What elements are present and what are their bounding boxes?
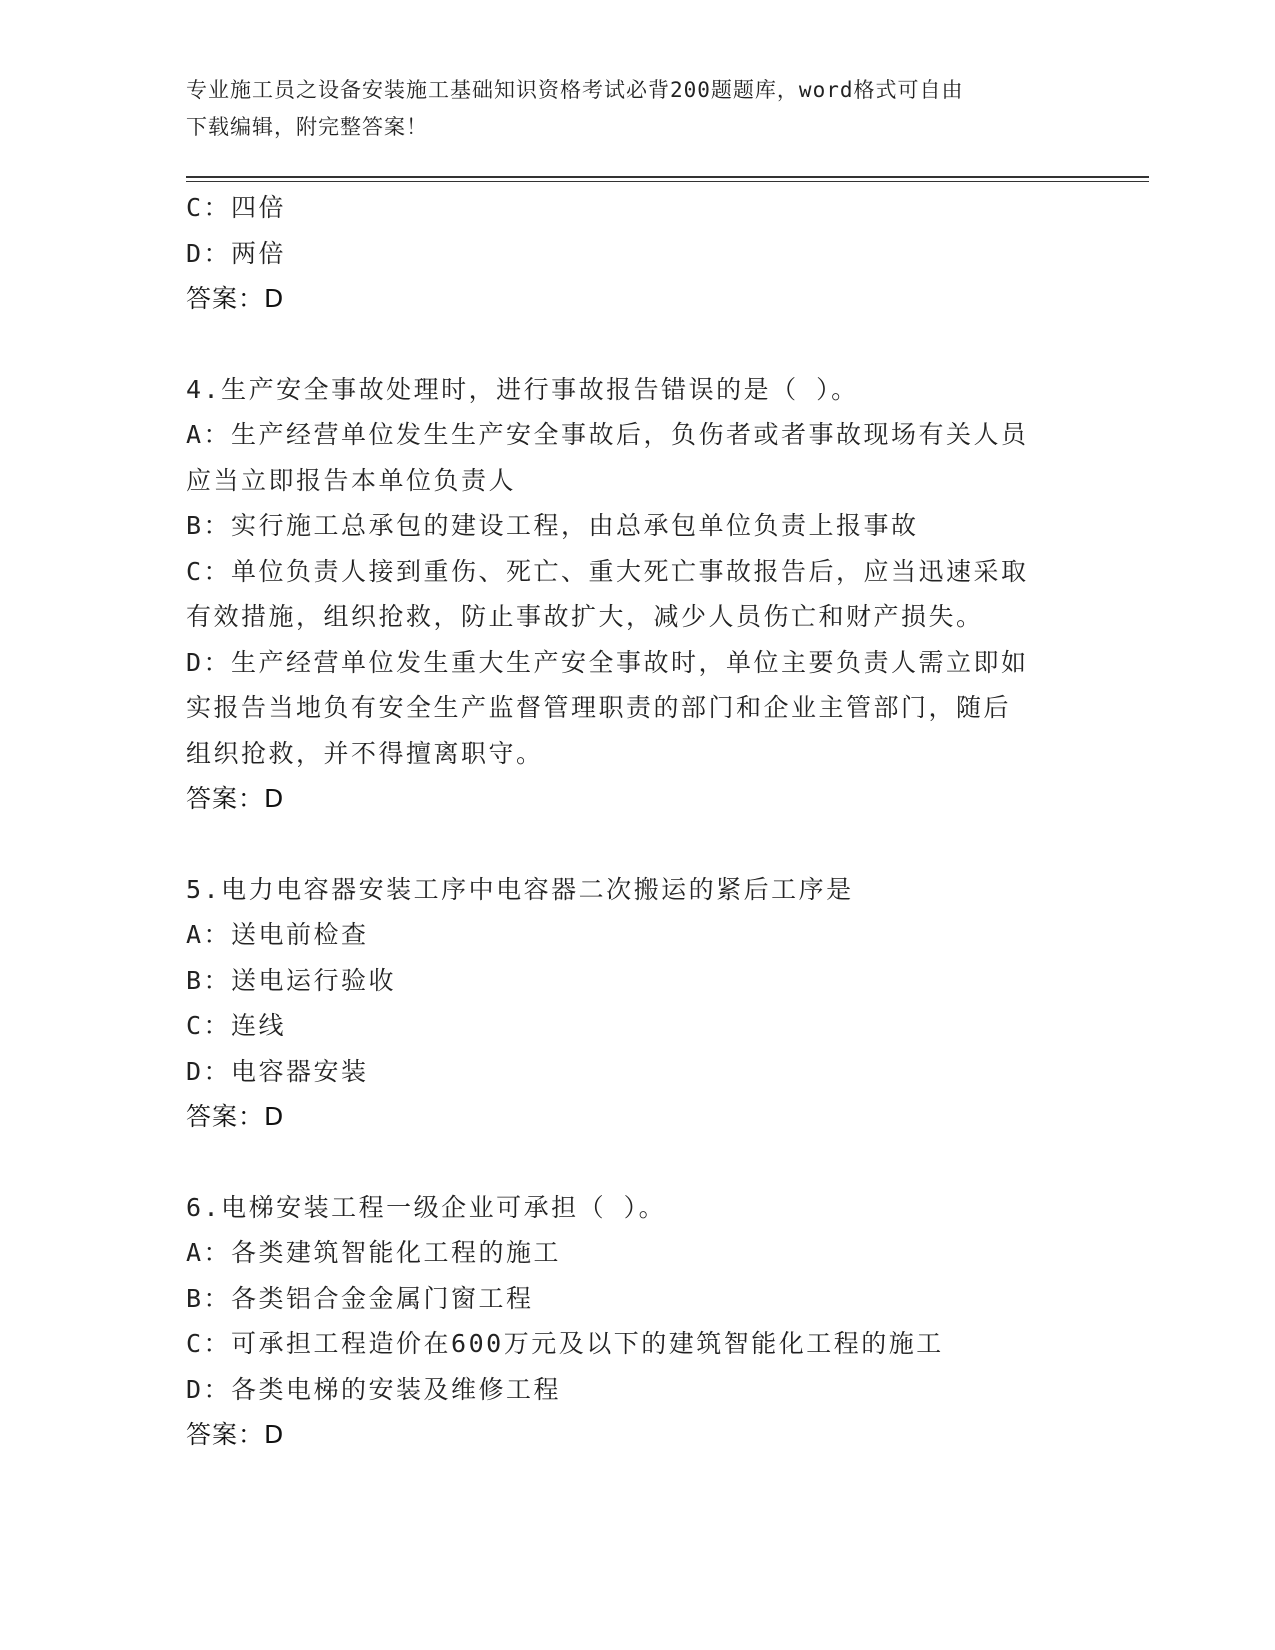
q4-option-c-line-2: 有效措施，组织抢救，防止事故扩大，减少人员伤亡和财产损失。 <box>186 602 984 631</box>
q5-option-d: D：电容器安装 <box>186 1056 369 1086</box>
q4-question: 4.生产安全事故处理时，进行事故报告错误的是（ ）。 <box>186 374 859 404</box>
q6-question: 6.电梯安装工程一级企业可承担（ ）。 <box>186 1192 667 1222</box>
q5-question: 5.电力电容器安装工序中电容器二次搬运的紧后工序是 <box>186 874 854 904</box>
q3-option-d: D：两倍 <box>186 238 287 268</box>
q5-answer: 答案：D <box>186 1102 285 1131</box>
q3-answer: 答案：D <box>186 284 285 313</box>
q5-option-b: B：送电运行验收 <box>186 965 397 995</box>
q6-option-a: A：各类建筑智能化工程的施工 <box>186 1238 562 1267</box>
question-6-block <box>186 1185 1086 1458</box>
document-body <box>186 185 1086 1458</box>
question-5-block <box>186 867 1086 1140</box>
q5-option-c: C：连线 <box>186 1011 287 1040</box>
q4-option-d-line-1: D：生产经营单位发生重大生产安全事故时，单位主要负责人需立即如 <box>186 647 1029 677</box>
header-divider-thick <box>186 176 1149 178</box>
q4-option-d-line-2: 实报告当地负有安全生产监督管理职责的部门和企业主管部门，随后 <box>186 693 1012 722</box>
spacer <box>186 1140 1086 1185</box>
q5-option-a: A：送电前检查 <box>186 920 369 949</box>
q6-option-d: D：各类电梯的安装及维修工程 <box>186 1374 562 1404</box>
header-divider-thin <box>186 181 1149 182</box>
q6-answer: 答案：D <box>186 1420 285 1449</box>
question-4-block <box>186 367 1086 822</box>
q4-option-a-line-1: A：生产经营单位发生生产安全事故后，负伤者或者事故现场有关人员 <box>186 420 1029 449</box>
question-3-block <box>186 185 1086 322</box>
header-title-line-2: 下载编辑，附完整答案！ <box>186 115 428 139</box>
q4-option-c-line-1: C：单位负责人接到重伤、死亡、重大死亡事故报告后，应当迅速采取 <box>186 556 1029 586</box>
q3-option-c: C：四倍 <box>186 193 287 222</box>
document-header <box>186 72 1086 146</box>
q6-option-b: B：各类铝合金金属门窗工程 <box>186 1283 534 1313</box>
header-title-line-1: 专业施工员之设备安装施工基础知识资格考试必背200题题库，word格式可自由 <box>186 78 964 102</box>
q4-answer: 答案：D <box>186 784 285 813</box>
q4-option-b: B：实行施工总承包的建设工程，由总承包单位负责上报事故 <box>186 511 919 540</box>
q4-option-a-line-2: 应当立即报告本单位负责人 <box>186 465 517 495</box>
spacer <box>186 822 1086 867</box>
q4-option-d-line-3: 组织抢救，并不得擅离职守。 <box>186 738 544 768</box>
spacer <box>186 322 1086 367</box>
q6-option-c: C：可承担工程造价在600万元及以下的建筑智能化工程的施工 <box>186 1329 944 1358</box>
